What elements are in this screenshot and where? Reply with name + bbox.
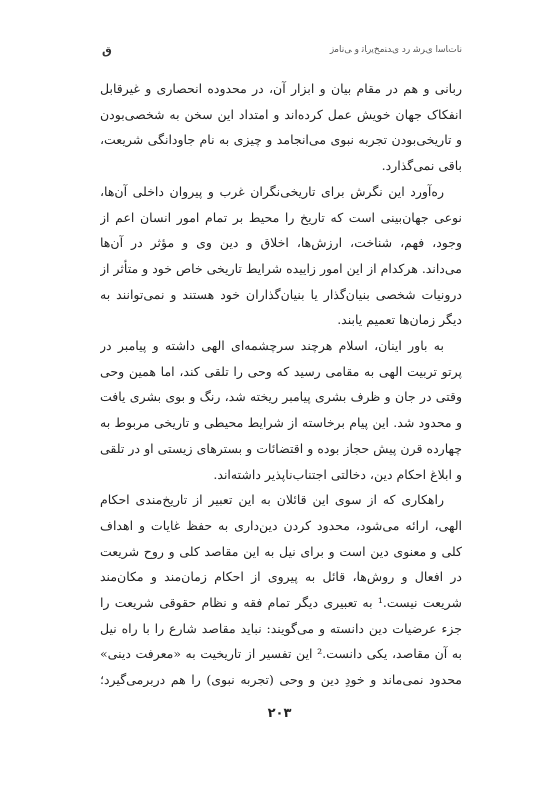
paragraph: به باور اینان، اسلام هرچند سرچشمه‌ای الهی داشته و پیامبر در پرتو تربیت الهی به مقامی رسید که وحی را تلقی کند، اما همین وحی وقتی در جان و ظرف بشری پیامبر ریخته شد، رنگ و بوی بشری یافت و محدود شد. این پیام برخاسته از شرایط محیطی و تاریخی مربوط به چهارده قرن پیش حجاز بوده و اقتضائات و بسترهای زیستی او در تلقی و ابلاغ احکام دین، دخالتی اجتناب‌ناپذیر داشته‌اند.	[100, 338, 462, 482]
paragraph: ربانی و هم در مقام بیان و ابزار آن، در محدوده انحصاری و غیرقابل انفکاک جهان خویش عمل کرده‌اند و امتداد این سخن به شخصی‌بودن و تاریخی‌بودن تجربه نبوی می‌انجامد و چیزی به نام جاودانگی شریعت، باقی نمی‌گذارد.	[100, 81, 462, 174]
page-number: ۲۰۳	[267, 706, 292, 721]
paragraph: ره‌آورد این نگرش برای تاریخی‌نگران غرب و پیروان داخلی آن‌ها، نوعی جهان‌بینی است که تاریخ را محیط بر تمام امور انسان اعم از وجود، فهم، شناخت، ارزش‌ها، اخلاق و دین وی و مؤثر در آن‌ها می‌داند. هرکدام از این امور زاییده شرایط تاریخی خاص خود و متأثر از درونیات شخصی بنیان‌گذار یا بنیان‌گذاران خود هستند و نمی‌توانند به دیگر زمان‌ها تعمیم یابند.	[100, 183, 462, 328]
body-text	[100, 76, 462, 696]
paragraph: راهکاری که از سوی این قائلان به این تعبیر از تاریخ‌مندی احکام الهی، ارائه می‌شود، محدود کردن دین‌داری به حفظ غایات و اهداف کلی و معنوی دین است و برای نیل به این مقاصد کلی و روح شریعت در افعال و روش‌ها، قائل به پیروی از احکام زمان‌مند و مکان‌مند شریعت نیست.¹ به تعبیری دیگر تمام فقه و نظام حقوقی شریعت را جزء عرضیات دین دانسته و می‌گویند: نباید مقاصد شارع را با راه نیل به آن مقاصد، یکی دانست.² این تفسیر از تاریخیت به «معرفت دینی» محدود نمی‌ماند و خودِ دین و وحی (تجربه نبوی) را هم دربرمی‌گیرد؛	[100, 492, 462, 688]
page-header	[102, 40, 462, 60]
running-title: ناتﺎﺳﺍ ﯼﺮﺷ ﺭﺩ ﯼﺪﻨﻣﺦﯾﺭﺎﺗ ﻭ ﯽﻧﺎﻣﺯ	[329, 45, 462, 55]
header-ornament: ﻕ	[102, 43, 112, 57]
